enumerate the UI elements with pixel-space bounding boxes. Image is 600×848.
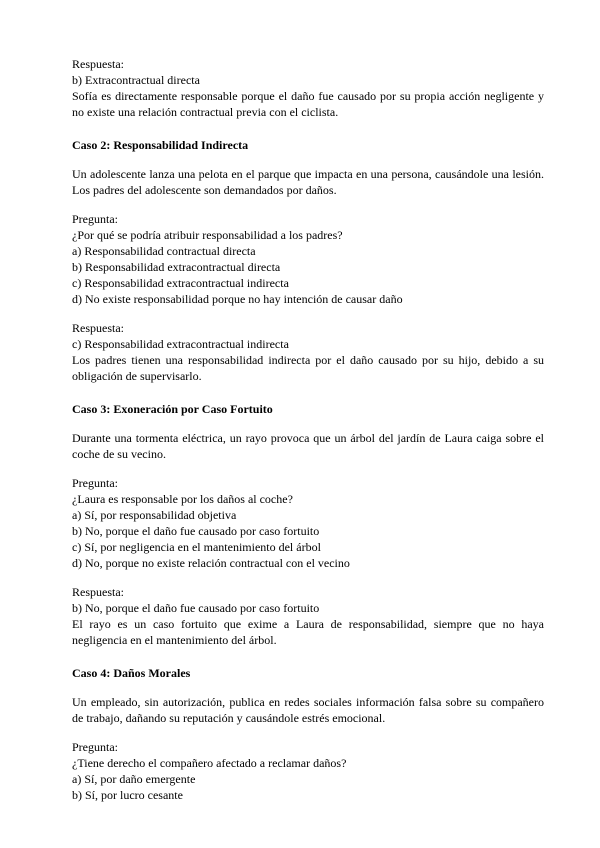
option-a: a) Sí, por responsabilidad objetiva <box>72 508 237 522</box>
option-a: a) Sí, por daño emergente <box>72 772 196 786</box>
question-label: Pregunta: <box>72 740 118 754</box>
answer-choice: b) Extracontractual directa <box>72 73 200 87</box>
option-b: b) Responsabilidad extracontractual directa <box>72 260 281 274</box>
case-title: Caso 3: Exoneración por Caso Fortuito <box>72 402 273 416</box>
answer-label: Respuesta: <box>72 585 124 599</box>
answer-choice: c) Responsabilidad extracontractual indirecta <box>72 337 289 351</box>
case-3 <box>72 401 544 648</box>
option-a: a) Responsabilidad contractual directa <box>72 244 256 258</box>
intro-answer-block <box>72 56 544 120</box>
answer-choice: b) No, porque el daño fue causado por caso fortuito <box>72 601 320 615</box>
document-page <box>72 56 544 803</box>
case-scenario: Un empleado, sin autorización, publica en redes sociales información falsa sobre su compañero de trabajo, dañando su reputación y causándole estrés emocional. <box>72 695 544 725</box>
option-b: b) No, porque el daño fue causado por caso fortuito <box>72 524 320 538</box>
answer-label: Respuesta: <box>72 57 124 71</box>
option-d: d) No, porque no existe relación contractual con el vecino <box>72 556 350 570</box>
answer-explanation: Los padres tienen una responsabilidad indirecta por el daño causado por su hijo, debido a su obligación de supervisarlo. <box>72 353 544 383</box>
answer-explanation: El rayo es un caso fortuito que exime a Laura de responsabilidad, siempre que no haya negligencia en el mantenimiento del árbol. <box>72 617 544 647</box>
question-label: Pregunta: <box>72 476 118 490</box>
case-title: Caso 4: Daños Morales <box>72 666 191 680</box>
case-scenario: Un adolescente lanza una pelota en el parque que impacta en una persona, causándole una lesión. Los padres del adolescente son demandados por daños. <box>72 167 544 197</box>
question-label: Pregunta: <box>72 212 118 226</box>
question-text: ¿Tiene derecho el compañero afectado a reclamar daños? <box>72 756 347 770</box>
answer-label: Respuesta: <box>72 321 124 335</box>
case-4 <box>72 665 544 803</box>
option-c: c) Responsabilidad extracontractual indirecta <box>72 276 289 290</box>
case-2 <box>72 137 544 384</box>
case-title: Caso 2: Responsabilidad Indirecta <box>72 138 249 152</box>
case-scenario: Durante una tormenta eléctrica, un rayo provoca que un árbol del jardín de Laura caiga sobre el coche de su vecino. <box>72 431 544 461</box>
option-d: d) No existe responsabilidad porque no hay intención de causar daño <box>72 292 403 306</box>
question-text: ¿Laura es responsable por los daños al coche? <box>72 492 293 506</box>
answer-explanation: Sofía es directamente responsable porque el daño fue causado por su propia acción negligente y no existe una relación contractual previa con el ciclista. <box>72 89 544 119</box>
option-c: c) Sí, por negligencia en el mantenimiento del árbol <box>72 540 321 554</box>
question-text: ¿Por qué se podría atribuir responsabilidad a los padres? <box>72 228 343 242</box>
option-b: b) Sí, por lucro cesante <box>72 788 183 802</box>
